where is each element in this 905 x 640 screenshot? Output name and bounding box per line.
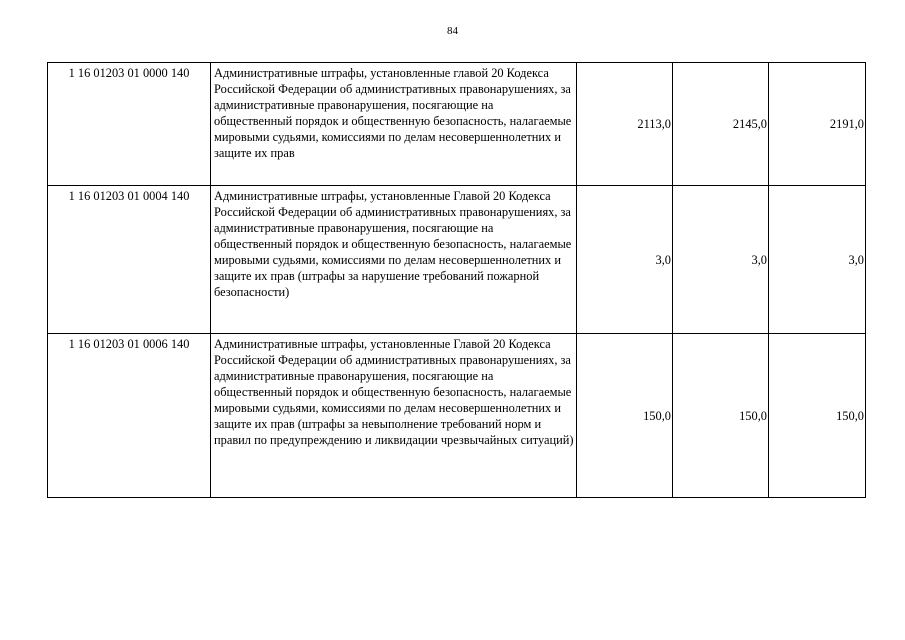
amount-year-1: 150,0 (577, 334, 673, 498)
amount-year-2: 2145,0 (673, 63, 769, 186)
amount-year-1: 3,0 (577, 186, 673, 334)
page-number: 84 (447, 25, 458, 37)
table-row (48, 334, 866, 498)
amount-year-1: 2113,0 (577, 63, 673, 186)
table-row (48, 186, 866, 334)
amount-year-2: 150,0 (673, 334, 769, 498)
budget-classification-code: 1 16 01203 01 0006 140 (48, 334, 211, 498)
amount-year-2: 3,0 (673, 186, 769, 334)
revenue-description: Административные штрафы, установленные Главой 20 Кодекса Российской Федерации об административных правонарушениях, за административные правонарушения, посягающие на общественный порядок и общественную безопасность, налагаемые мировыми судьями, комиссиями по делам несовершеннолетних и защите их прав (штрафы за нарушение требований пожарной безопасности) (211, 186, 577, 334)
revenue-description: Административные штрафы, установленные главой 20 Кодекса Российской Федерации об административных правонарушениях, за административные правонарушения, посягающие на общественный порядок и общественную безопасность, налагаемые мировыми судьями, комиссиями по делам несовершеннолетних и защите их прав (211, 63, 577, 186)
amount-year-3: 150,0 (769, 334, 866, 498)
budget-revenue-table (47, 62, 866, 498)
amount-year-3: 3,0 (769, 186, 866, 334)
budget-classification-code: 1 16 01203 01 0004 140 (48, 186, 211, 334)
amount-year-3: 2191,0 (769, 63, 866, 186)
table-row (48, 63, 866, 186)
budget-classification-code: 1 16 01203 01 0000 140 (48, 63, 211, 186)
revenue-description: Административные штрафы, установленные Главой 20 Кодекса Российской Федерации об административных правонарушениях, за административные правонарушения, посягающие на общественный порядок и общественную безопасность, налагаемые мировыми судьями, комиссиями по делам несовершеннолетних и защите их прав (штрафы за невыполнение требований норм и правил по предупреждению и ликвидации чрезвычайных ситуаций) (211, 334, 577, 498)
